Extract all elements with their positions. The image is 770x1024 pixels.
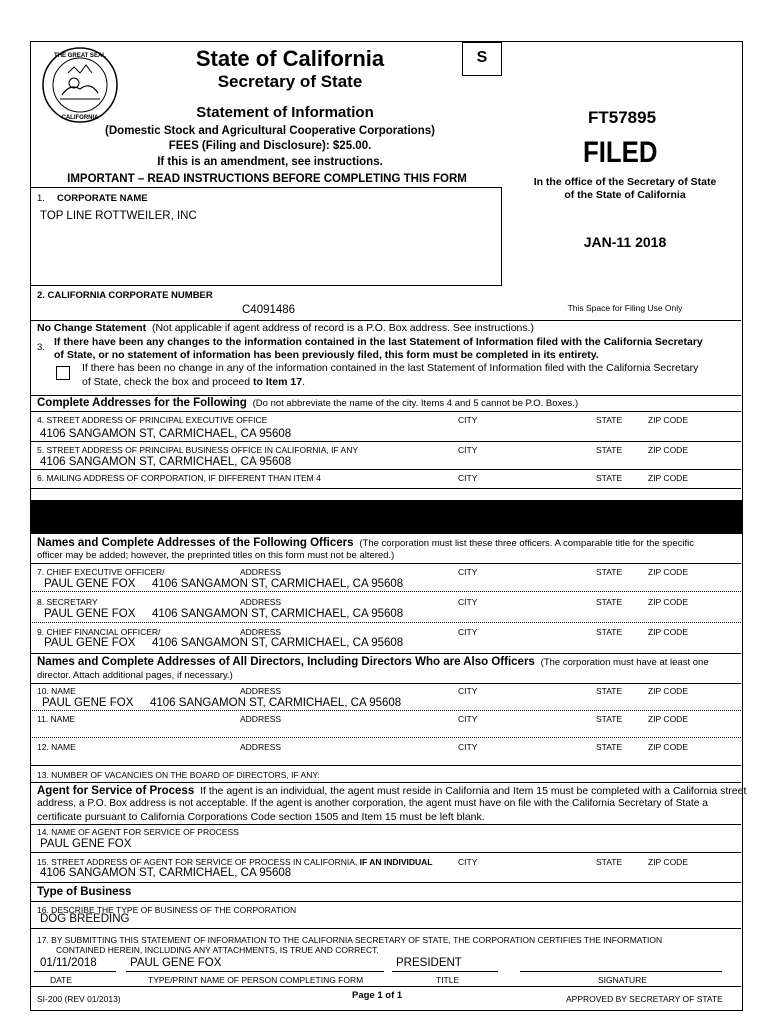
title-label: TITLE xyxy=(436,975,460,985)
divider xyxy=(30,411,741,412)
divider xyxy=(30,782,741,783)
divider xyxy=(30,928,741,929)
item11-address-label: ADDRESS xyxy=(240,714,282,724)
s-box xyxy=(462,42,502,76)
agent-line-3: certificate pursuant to California Corporations Code section 1505 and Item 15 must be left blank. xyxy=(37,811,485,823)
divider xyxy=(30,737,741,738)
divider xyxy=(30,563,741,564)
svg-text:THE GREAT SEAL: THE GREAT SEAL xyxy=(54,53,106,59)
agent-heading-row xyxy=(37,785,746,797)
item7-name: PAUL GENE FOX xyxy=(44,578,136,590)
item15-label-bold: IF AN INDIVIDUAL xyxy=(359,857,433,867)
divider xyxy=(30,882,741,883)
item13-label: 13. NUMBER OF VACANCIES ON THE BOARD OF DIRECTORS, IF ANY: xyxy=(37,770,320,780)
divider xyxy=(30,683,741,684)
item6-zip-label: ZIP CODE xyxy=(648,473,688,483)
item4-city-label: CITY xyxy=(458,415,478,425)
item9-name: PAUL GENE FOX xyxy=(44,637,136,649)
important-notice: IMPORTANT – READ INSTRUCTIONS BEFORE COMPLETING THIS FORM xyxy=(67,173,467,185)
name-line xyxy=(126,971,384,972)
redaction-bar xyxy=(30,500,743,534)
item3-line3: If there has been no change in any of the information contained in the last Statement of Information filed with the California Secretary xyxy=(82,362,699,374)
item8-name: PAUL GENE FOX xyxy=(44,608,136,620)
officers-note-2: officer may be added; however, the preprinted titles on this form must not be altered.) xyxy=(37,550,395,561)
item7-address: 4106 SANGAMON ST, CARMICHAEL, CA 95608 xyxy=(152,578,404,590)
item8-label: 8. SECRETARY xyxy=(37,597,98,607)
item3-number: 3. xyxy=(37,342,45,353)
directors-heading-row xyxy=(37,656,709,668)
item15-label: 15. STREET ADDRESS OF AGENT FOR SERVICE OF PROCESS IN CALIFORNIA, xyxy=(37,857,358,867)
divider xyxy=(30,901,741,902)
item4-state-label: STATE xyxy=(596,415,623,425)
signature-label: SIGNATURE xyxy=(598,975,647,985)
item15-state-label: STATE xyxy=(596,857,623,867)
no-change-heading: No Change Statement xyxy=(37,322,147,334)
item3-line4-text: of State, check the box and proceed xyxy=(82,376,251,388)
item9-state-label: STATE xyxy=(596,627,623,637)
corporate-name-value: TOP LINE ROTTWEILER, INC xyxy=(40,210,197,222)
directors-note: (The corporation must have at least one xyxy=(540,657,709,668)
filing-date: JAN-11 2018 xyxy=(583,234,667,250)
item12-city-label: CITY xyxy=(458,742,478,752)
item10-name: PAUL GENE FOX xyxy=(42,697,134,709)
item8-address-label: ADDRESS xyxy=(240,597,282,607)
divider xyxy=(30,824,741,825)
directors-heading: Names and Complete Addresses of All Directors, Including Directors Who are Also Officers xyxy=(37,656,535,668)
agent-heading: Agent for Service of Process xyxy=(37,785,195,797)
signer-title-value: PRESIDENT xyxy=(396,957,462,969)
item7-address-label: ADDRESS xyxy=(240,567,282,577)
item9-zip-label: ZIP CODE xyxy=(648,627,688,637)
item10-state-label: STATE xyxy=(596,686,623,696)
filing-number: FT57895 xyxy=(588,108,657,127)
item5-city-label: CITY xyxy=(458,445,478,455)
svg-text:CALIFORNIA: CALIFORNIA xyxy=(61,115,99,121)
no-change-note: (Not applicable if agent address of record is a P.O. Box address. See instructions.) xyxy=(151,322,535,334)
item5-state-label: STATE xyxy=(596,445,623,455)
item7-state-label: STATE xyxy=(596,567,623,577)
approved-text: APPROVED BY SECRETARY OF STATE xyxy=(566,994,723,1004)
date-label: DATE xyxy=(50,975,73,985)
item7-zip-label: ZIP CODE xyxy=(648,567,688,577)
item11-zip-label: ZIP CODE xyxy=(648,714,688,724)
item3-line4-end: . xyxy=(302,376,305,388)
business-type-value: DOG BREEDING xyxy=(40,913,130,925)
officers-heading: Names and Complete Addresses of the Following Officers xyxy=(37,537,354,549)
item9-city-label: CITY xyxy=(458,627,478,637)
item3-line1: If there have been any changes to the information contained in the last Statement of Information filed with the California Secretary xyxy=(54,336,703,348)
item5-value: 4106 SANGAMON ST, CARMICHAEL, CA 95608 xyxy=(40,456,292,468)
item8-state-label: STATE xyxy=(596,597,623,607)
amendment-text: If this is an amendment, see instructions. xyxy=(157,156,383,168)
business-heading: Type of Business xyxy=(37,886,132,898)
item15-label-row xyxy=(37,857,433,867)
item14-label: 14. NAME OF AGENT FOR SERVICE OF PROCESS xyxy=(37,827,239,837)
state-title: State of California xyxy=(195,46,385,71)
item12-zip-label: ZIP CODE xyxy=(648,742,688,752)
divider xyxy=(30,653,741,654)
item11-city-label: CITY xyxy=(458,714,478,724)
item17-line1: 17. BY SUBMITTING THIS STATEMENT OF INFORMATION TO THE CALIFORNIA SECRETARY OF STATE, THE CORPORATION CERTIFIES THE INFORMATION xyxy=(37,935,663,945)
addresses-heading: Complete Addresses for the Following xyxy=(37,397,247,409)
addresses-note: (Do not abbreviate the name of the city. Items 4 and 5 cannot be P.O. Boxes.) xyxy=(252,398,579,409)
item3-line4 xyxy=(82,376,305,388)
divider xyxy=(30,710,741,711)
item3-proceed-link: to Item 17 xyxy=(253,376,303,388)
s-box-label: S xyxy=(476,49,488,66)
item15-city-label: CITY xyxy=(458,857,478,867)
item1-label: CORPORATE NAME xyxy=(57,193,148,204)
item9-label: 9. CHIEF FINANCIAL OFFICER/ xyxy=(37,627,161,637)
divider xyxy=(30,986,741,987)
item17-line2: CONTAINED HEREIN, INCLUDING ANY ATTACHMENTS, IS TRUE AND CORRECT. xyxy=(56,945,379,955)
item6-city-label: CITY xyxy=(458,473,478,483)
item7-label: 7. CHIEF EXECUTIVE OFFICER/ xyxy=(37,567,165,577)
divider xyxy=(30,441,741,442)
addresses-heading-row xyxy=(37,397,578,409)
item2-label: 2. CALIFORNIA CORPORATE NUMBER xyxy=(37,290,213,301)
date-value: 01/11/2018 xyxy=(40,957,97,969)
divider xyxy=(30,591,741,592)
divider xyxy=(30,488,741,489)
no-change-heading-row xyxy=(37,322,534,334)
item4-label: 4. STREET ADDRESS OF PRINCIPAL EXECUTIVE OFFICE xyxy=(37,415,268,425)
divider xyxy=(30,765,741,766)
item11-label: 11. NAME xyxy=(37,714,76,724)
item7-city-label: CITY xyxy=(458,567,478,577)
divider xyxy=(30,469,741,470)
signer-name-value: PAUL GENE FOX xyxy=(130,957,222,969)
filed-stamp: FILED xyxy=(583,136,658,169)
filing-use-note: This Space for Filing Use Only xyxy=(567,303,683,313)
agent-address-value: 4106 SANGAMON ST, CARMICHAEL, CA 95608 xyxy=(40,867,292,879)
agent-line-2: address, a P.O. Box address is not acceptable. If the agent is another corporation, the agent must have on file with the California Secretary of State a xyxy=(37,798,708,809)
item12-state-label: STATE xyxy=(596,742,623,752)
item12-label: 12. NAME xyxy=(37,742,76,752)
item9-address: 4106 SANGAMON ST, CARMICHAEL, CA 95608 xyxy=(152,637,404,649)
item11-state-label: STATE xyxy=(596,714,623,724)
directors-note-2: director. Attach additional pages, if necessary.) xyxy=(37,670,233,681)
item6-label: 6. MAILING ADDRESS OF CORPORATION, IF DIFFERENT THAN ITEM 4 xyxy=(37,473,321,483)
item8-address: 4106 SANGAMON ST, CARMICHAEL, CA 95608 xyxy=(152,608,404,620)
agent-line-1: If the agent is an individual, the agent must reside in California and Item 15 must be completed with a California street xyxy=(200,785,747,797)
item15-zip-label: ZIP CODE xyxy=(648,857,688,867)
divider xyxy=(30,320,741,321)
fees-text: FEES (Filing and Disclosure): $25.00. xyxy=(168,140,372,152)
item4-value: 4106 SANGAMON ST, CARMICHAEL, CA 95608 xyxy=(40,428,292,440)
no-change-checkbox[interactable] xyxy=(56,366,70,380)
item5-label: 5. STREET ADDRESS OF PRINCIPAL BUSINESS OFFICE IN CALIFORNIA, IF ANY xyxy=(37,445,359,455)
item5-zip-label: ZIP CODE xyxy=(648,445,688,455)
item10-city-label: CITY xyxy=(458,686,478,696)
item6-state-label: STATE xyxy=(596,473,623,483)
item8-city-label: CITY xyxy=(458,597,478,607)
page-number: Page 1 of 1 xyxy=(352,990,403,1001)
secretary-title: Secretary of State xyxy=(217,72,363,91)
item1-number: 1. xyxy=(37,193,45,204)
state-seal-icon xyxy=(40,45,120,125)
office-line-2: of the State of California xyxy=(564,189,686,201)
item4-zip-label: ZIP CODE xyxy=(648,415,688,425)
item10-label: 10. NAME xyxy=(37,686,76,696)
agent-name-value: PAUL GENE FOX xyxy=(40,838,132,850)
date-line xyxy=(34,971,116,972)
statement-title: Statement of Information xyxy=(196,104,374,121)
corporate-number-value: C4091486 xyxy=(242,304,296,316)
office-line-1: In the office of the Secretary of State xyxy=(533,176,717,188)
name-label: TYPE/PRINT NAME OF PERSON COMPLETING FORM xyxy=(148,975,364,985)
item8-zip-label: ZIP CODE xyxy=(648,597,688,607)
item10-zip-label: ZIP CODE xyxy=(648,686,688,696)
form-subtitle: (Domestic Stock and Agricultural Cooperative Corporations) xyxy=(105,125,435,137)
divider xyxy=(30,852,741,853)
divider xyxy=(30,395,741,396)
item9-address-label: ADDRESS xyxy=(240,627,282,637)
item12-address-label: ADDRESS xyxy=(240,742,282,752)
item10-address: 4106 SANGAMON ST, CARMICHAEL, CA 95608 xyxy=(150,697,402,709)
title-line xyxy=(392,971,498,972)
officers-heading-row xyxy=(37,537,694,549)
item3-line2: of State, or no statement of information has been previously filed, this form must be completed in its entirety. xyxy=(54,349,599,361)
divider xyxy=(30,622,741,623)
officers-note: (The corporation must list these three officers. A comparable title for the specific xyxy=(359,538,694,549)
signature-line xyxy=(520,971,722,972)
item10-address-label: ADDRESS xyxy=(240,686,282,696)
item16-label: 16. DESCRIBE THE TYPE OF BUSINESS OF THE CORPORATION xyxy=(37,905,297,915)
form-id: SI-200 (REV 01/2013) xyxy=(37,994,121,1004)
